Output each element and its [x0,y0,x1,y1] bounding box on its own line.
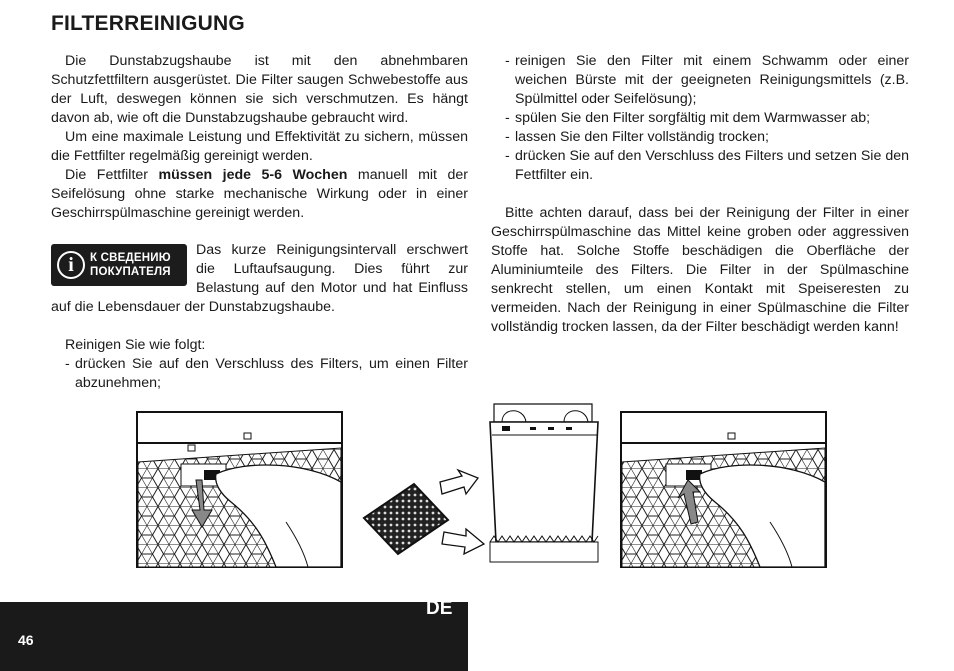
page-title: FILTERREINIGUNG [51,12,245,35]
steps-intro: Reinigen Sie wie folgt: [65,337,206,353]
filter-piece [364,484,448,554]
notice-badge [51,244,187,286]
list-item: - drücken Sie auf den Verschluss des Filters und setzen Sie den Fettfilter ein. [505,148,909,183]
steps-list-right [491,52,909,185]
list-item: - drücken Sie auf den Verschluss des Filters, um einen Filter abzunehmen; [65,356,468,391]
dishwasher-illustration [490,404,598,562]
badge-line-1: К СВЕДЕНИЮ [90,252,171,264]
language-tab: DE [426,598,453,619]
left-column [51,52,468,393]
footer-bar [0,602,468,671]
list-item: - reinigen Sie den Filter mit einem Schwamm oder einer weichen Bürste mit der geeigneten Reinigungsmittels (z.B. Spülmittel oder Seifelösung); [505,53,909,107]
intro-paragraph: Die Dunstabzugshaube ist mit den abnehmbaren Schutzfettfiltern ausgerüstet. Die Filter saugen Schwebestoffe aus der Luft, deswegen können sie sich verschmutzen. Es hängt davon ab, wie oft die Dunstabzugshaube gebraucht wird. [51,53,468,126]
filter-cleaning-illustration [136,402,828,570]
info-icon: i [57,251,85,279]
interval-paragraph: Die Fettfilter müssen jede 5-6 Wochen manuell mit der Seifelösung ohne starke mechanische Wirkung oder in einer Geschirrspülmaschine gereinigt werden. [51,167,468,221]
list-item: - spülen Sie den Filter sorgfältig mit dem Warmwasser ab; [505,110,871,126]
badge-line-2: ПОКУПАТЕЛЯ [90,266,171,278]
dishwasher-note: Bitte achten darauf, dass bei der Reinigung der Filter in einer Geschirrspülmaschine das Mittel keine groben oder aggressiven Stoffe hat. Solche Stoffe beschädigen die Oberfläche der Aluminiumteile des Filters. Die Filter in der Spülmaschine senkrecht stellen, um einen Kontakt mit Speiseresten zu vermeiden. Nach der Reinigung in einer Spülmaschine die Filter vollständig trocken lassen, da der Filter beschädigt werden kann! [491,205,909,335]
panel-insert-filter [621,412,826,567]
panel-remove-filter [137,412,342,567]
list-item: - lassen Sie den Filter vollständig trocken; [505,129,769,145]
maintenance-paragraph: Um eine maximale Leistung und Effektivität zu sichern, müssen die Fettfilter regelmäßig gereinigt werden. [51,129,468,164]
notice-text: Das kurze Reinigungsintervall erschwert die Luftaufsaugung. Dies führt zur Belastung auf den Motor und hat Einfluss auf die Lebensdauer der Dunstabzugshaube. [51,242,468,315]
interval-emphasis: müssen jede 5-6 Wochen [158,167,348,183]
steps-list-left [51,355,468,393]
page-number: 46 [18,632,34,648]
customer-notice [51,241,468,317]
arrow-right-down-icon [442,529,484,554]
arrow-right-up-icon [440,470,478,494]
right-column [491,52,909,337]
